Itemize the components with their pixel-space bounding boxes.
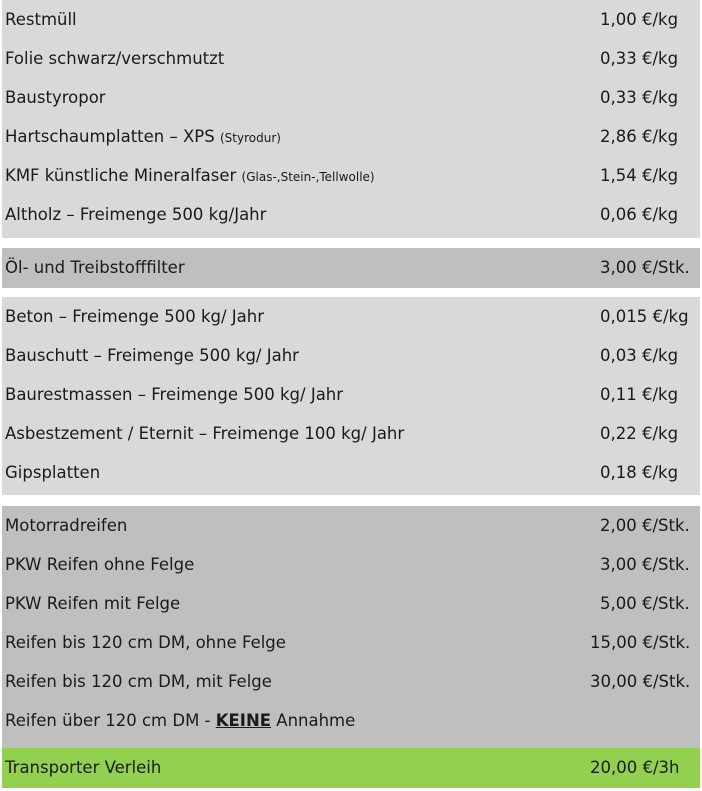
item-label-group bbox=[5, 701, 355, 740]
price-section-building-materials bbox=[2, 297, 700, 495]
item-price: 1,00 €/kg bbox=[600, 10, 679, 29]
item-label: Reifen über 120 cm DM - bbox=[5, 711, 216, 730]
price-row bbox=[2, 336, 700, 375]
item-label: Gipsplatten bbox=[5, 463, 101, 482]
item-price: 30,00 €/Stk. bbox=[590, 672, 691, 691]
price-row bbox=[2, 375, 700, 414]
item-label: Restmüll bbox=[5, 10, 77, 29]
price-row bbox=[2, 297, 700, 336]
price-section-tyres bbox=[2, 506, 700, 748]
item-price: 15,00 €/Stk. bbox=[590, 633, 691, 652]
item-price: 3,00 €/Stk. bbox=[600, 555, 690, 574]
item-label: Altholz – Freimenge 500 kg/Jahr bbox=[5, 205, 267, 224]
price-row bbox=[2, 453, 700, 492]
item-label: Öl- und Treibstofffilter bbox=[5, 258, 185, 277]
item-price: 0,11 €/kg bbox=[600, 385, 679, 404]
item-label: Motorradreifen bbox=[5, 516, 128, 535]
item-label-group bbox=[5, 117, 281, 158]
price-section-filters bbox=[2, 248, 700, 288]
price-row bbox=[2, 78, 700, 117]
item-label: Bauschutt – Freimenge 500 kg/ Jahr bbox=[5, 346, 299, 365]
item-label: Beton – Freimenge 500 kg/ Jahr bbox=[5, 307, 265, 326]
item-price: 2,86 €/kg bbox=[600, 127, 679, 146]
item-label: Baustyropor bbox=[5, 88, 106, 107]
item-price: 0,18 €/kg bbox=[600, 463, 679, 482]
item-label: Reifen bis 120 cm DM, ohne Felge bbox=[5, 633, 286, 652]
price-section-rental bbox=[2, 748, 700, 788]
price-row bbox=[2, 117, 700, 156]
item-price: 0,33 €/kg bbox=[600, 49, 679, 68]
price-row-no-acceptance bbox=[2, 701, 700, 740]
price-row bbox=[2, 195, 700, 234]
item-label-group bbox=[5, 156, 375, 197]
item-label: KMF künstliche Mineralfaser bbox=[5, 166, 237, 185]
item-price: 20,00 €/3h bbox=[590, 758, 680, 777]
price-row bbox=[2, 506, 700, 545]
item-note: (Styrodur) bbox=[219, 131, 281, 145]
item-label: Asbestzement / Eternit – Freimenge 100 kg/ Jahr bbox=[5, 424, 405, 443]
item-price: 3,00 €/Stk. bbox=[600, 258, 690, 277]
price-row bbox=[2, 0, 700, 39]
price-row bbox=[2, 156, 700, 195]
price-row bbox=[2, 248, 700, 287]
item-price: 0,33 €/kg bbox=[600, 88, 679, 107]
item-price: 0,22 €/kg bbox=[600, 424, 679, 443]
price-section-waste bbox=[2, 0, 700, 238]
price-row bbox=[2, 584, 700, 623]
price-row bbox=[2, 414, 700, 453]
price-row bbox=[2, 39, 700, 78]
item-label: Hartschaumplatten – XPS bbox=[5, 127, 215, 146]
item-label-suffix: Annahme bbox=[271, 711, 356, 730]
item-label: Reifen bis 120 cm DM, mit Felge bbox=[5, 672, 272, 691]
item-price: 1,54 €/kg bbox=[600, 166, 679, 185]
price-row bbox=[2, 545, 700, 584]
item-price: 5,00 €/Stk. bbox=[600, 594, 690, 613]
price-row bbox=[2, 662, 700, 701]
item-price: 0,06 €/kg bbox=[600, 205, 679, 224]
item-label: Transporter Verleih bbox=[5, 758, 162, 777]
item-label: Baurestmassen – Freimenge 500 kg/ Jahr bbox=[5, 385, 344, 404]
item-label: PKW Reifen mit Felge bbox=[5, 594, 181, 613]
item-note: (Glas-,Stein-,Tellwolle) bbox=[241, 170, 375, 184]
item-price: 0,03 €/kg bbox=[600, 346, 679, 365]
item-price: 0,015 €/kg bbox=[600, 307, 689, 326]
item-price: 2,00 €/Stk. bbox=[600, 516, 690, 535]
price-row bbox=[2, 748, 700, 787]
price-row bbox=[2, 623, 700, 662]
no-acceptance-emphasis: KEINE bbox=[215, 711, 272, 730]
item-label: Folie schwarz/verschmutzt bbox=[5, 49, 225, 68]
item-label: PKW Reifen ohne Felge bbox=[5, 555, 195, 574]
